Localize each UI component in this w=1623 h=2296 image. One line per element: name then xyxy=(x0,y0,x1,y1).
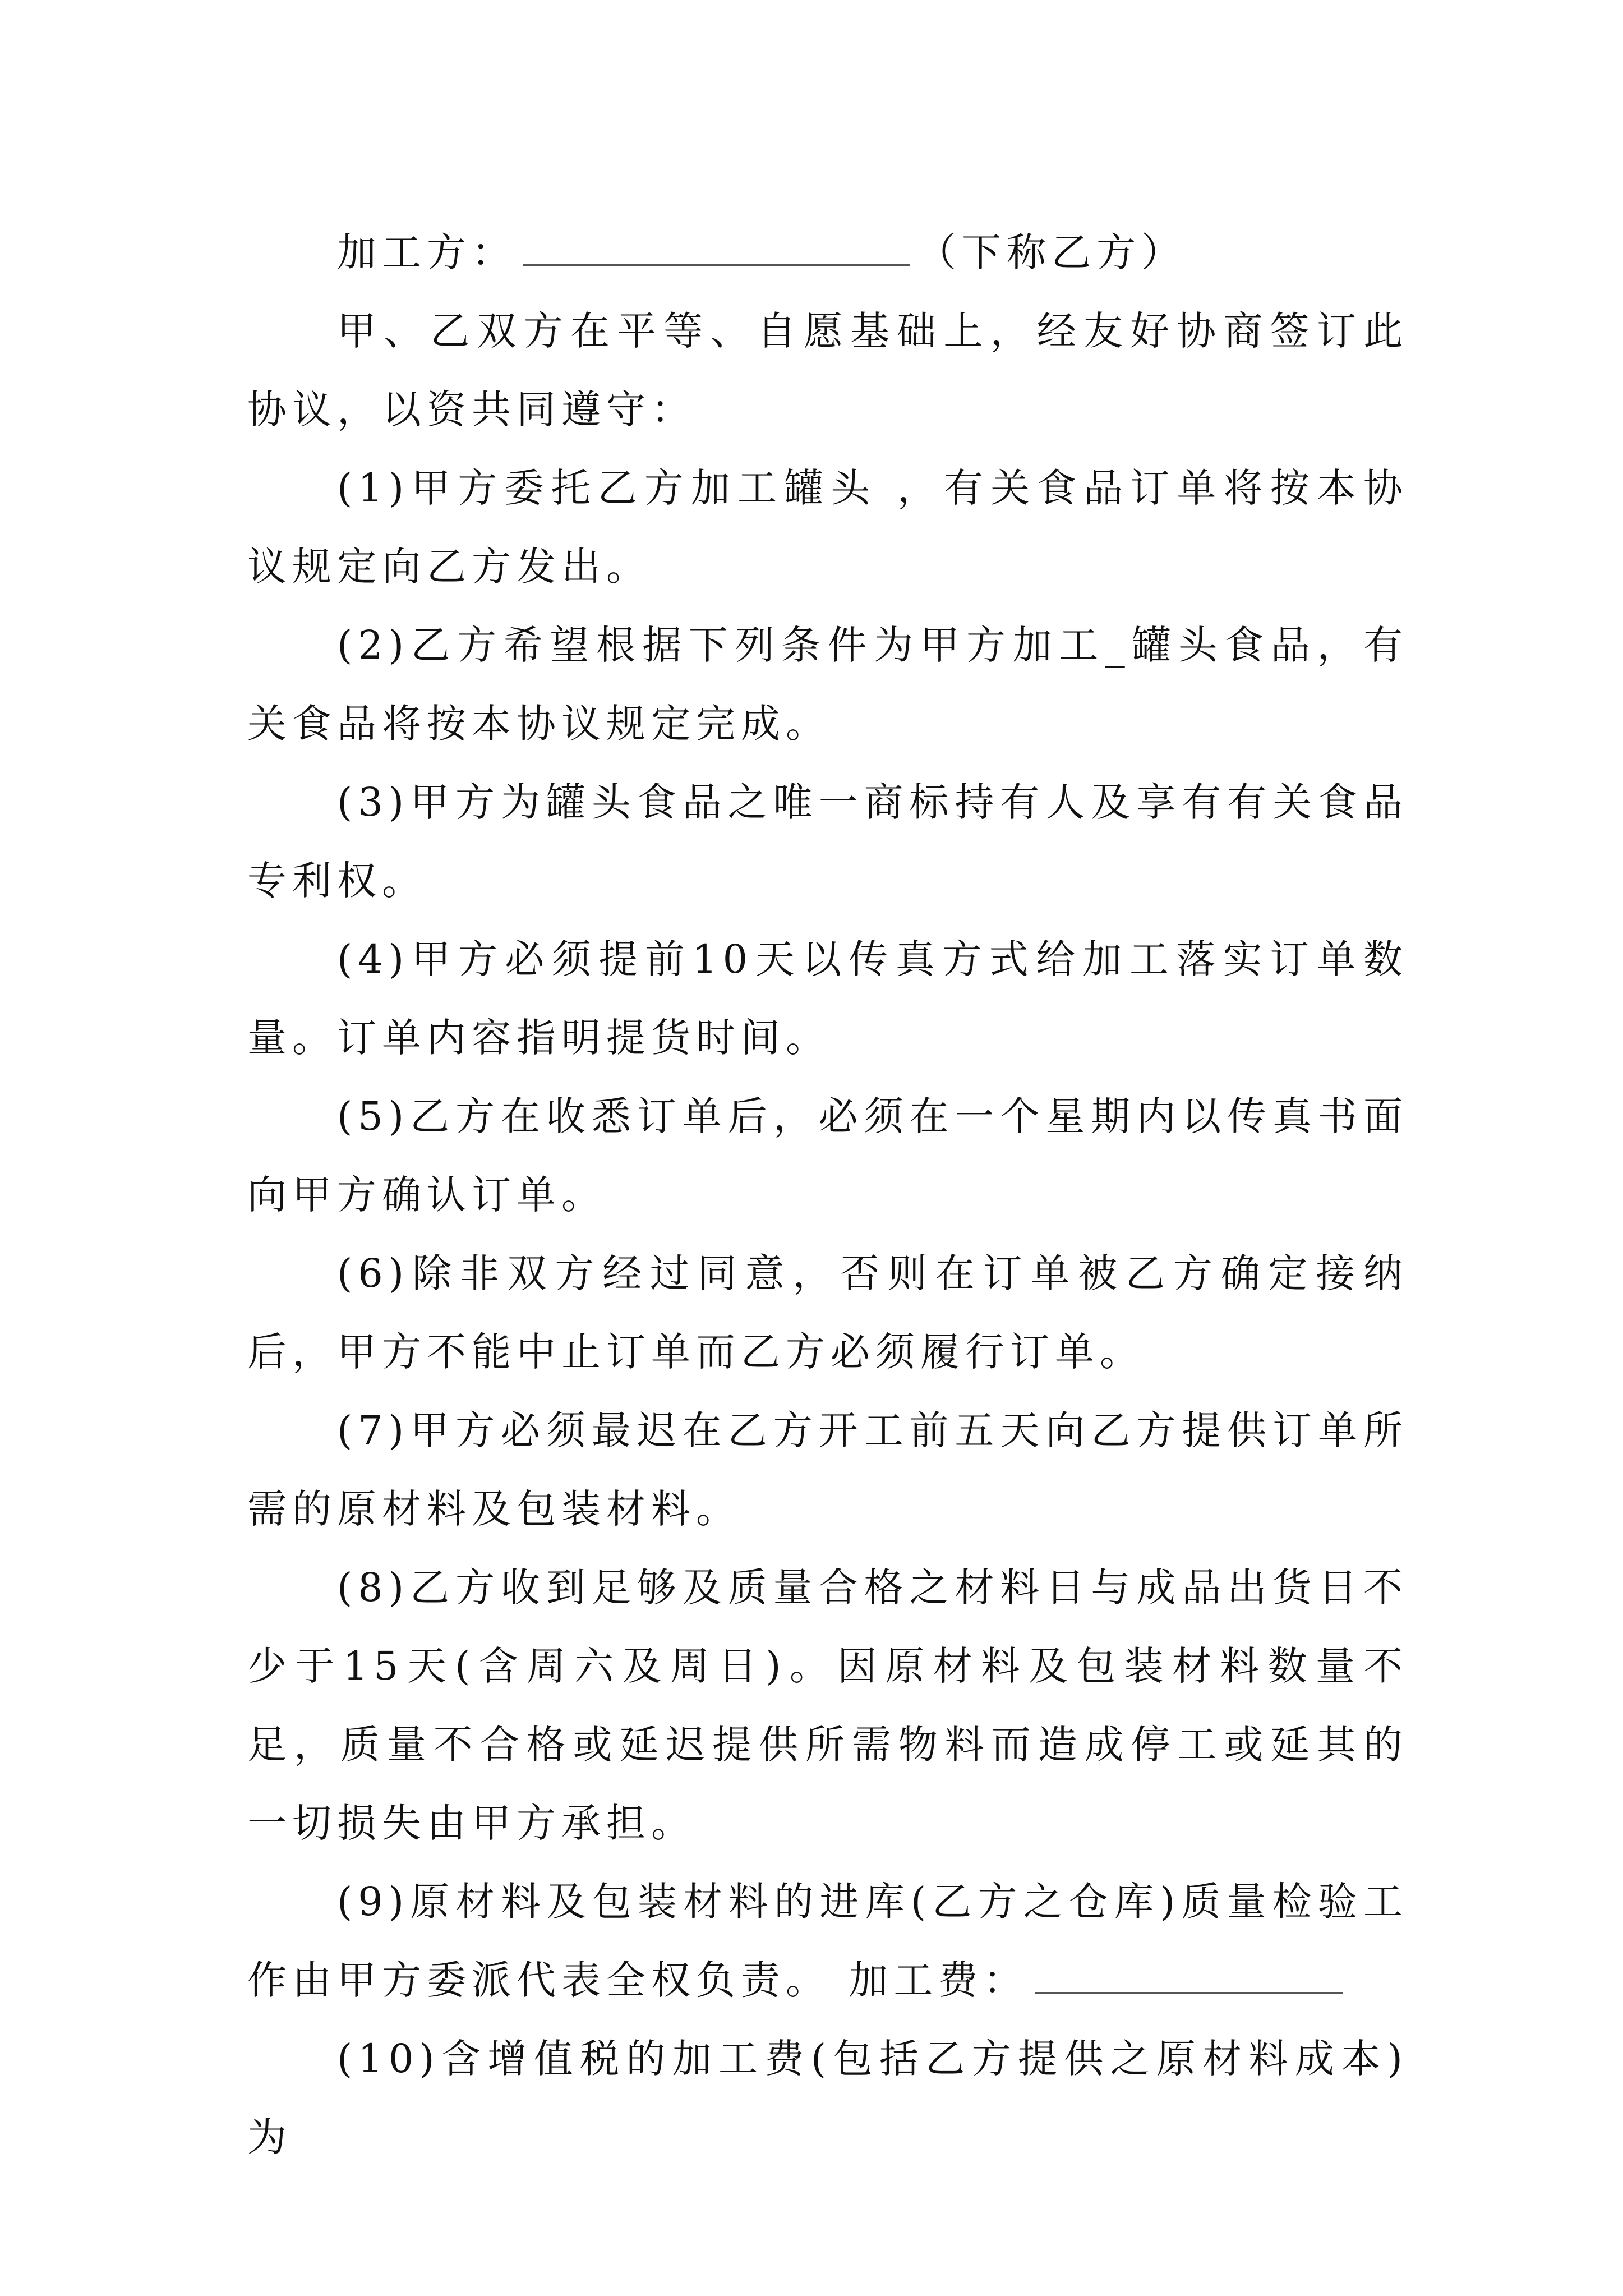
processor-name-blank xyxy=(523,219,910,266)
processing-fee-label: 加工费： xyxy=(831,1957,1029,2003)
clause-4: (4)甲方必须提前10天以传真方式给加工落实订单数量。订单内容指明提货时间。 xyxy=(247,936,1408,1061)
clause-9 xyxy=(247,1862,1408,2019)
clause-5: (5)乙方在收悉订单后，必须在一个星期内以传真书面向甲方确认订单。 xyxy=(247,1093,1408,1218)
processor-label: 加工方： xyxy=(337,229,517,275)
clause-10: (10)含增值税的加工费(包括乙方提供之原材料成本)为 xyxy=(247,2036,1408,2160)
clause-3: (3)甲方为罐头食品之唯一商标持有人及享有有关食品专利权。 xyxy=(247,779,1408,904)
processor-line xyxy=(247,213,1408,292)
clause-1: (1)甲方委托乙方加工罐头 ，有关食品订单将按本协议规定向乙方发出。 xyxy=(247,465,1408,590)
clause-6: (6)除非双方经过同意，否则在订单被乙方确定接纳后，甲方不能中止订单而乙方必须履行订单。 xyxy=(247,1250,1408,1375)
clause-7: (7)甲方必须最迟在乙方开工前五天向乙方提供订单所需的原材料及包装材料。 xyxy=(247,1407,1408,1532)
processing-fee-blank xyxy=(1035,1947,1343,1994)
contract-body xyxy=(247,213,1408,2177)
intro-paragraph: 甲、乙双方在平等、自愿基础上，经友好协商签订此协议，以资共同遵守： xyxy=(247,308,1408,432)
processor-alias: （下称乙方） xyxy=(917,229,1186,275)
clause-2: (2)乙方希望根据下列条件为甲方加工_罐头食品，有关食品将按本协议规定完成。 xyxy=(247,622,1408,747)
clause-8: (8)乙方收到足够及质量合格之材料日与成品出货日不少于15天(含周六及周日)。因原材料及包装材料数量不足，质量不合格或延迟提供所需物料而造成停工或延其的一切损失由甲方承担。 xyxy=(247,1565,1408,1846)
clause-9-text: (9)原材料及包装材料的进库(乙方之仓库)质量检验工作由甲方委派代表全权负责。 xyxy=(247,1879,1408,2003)
